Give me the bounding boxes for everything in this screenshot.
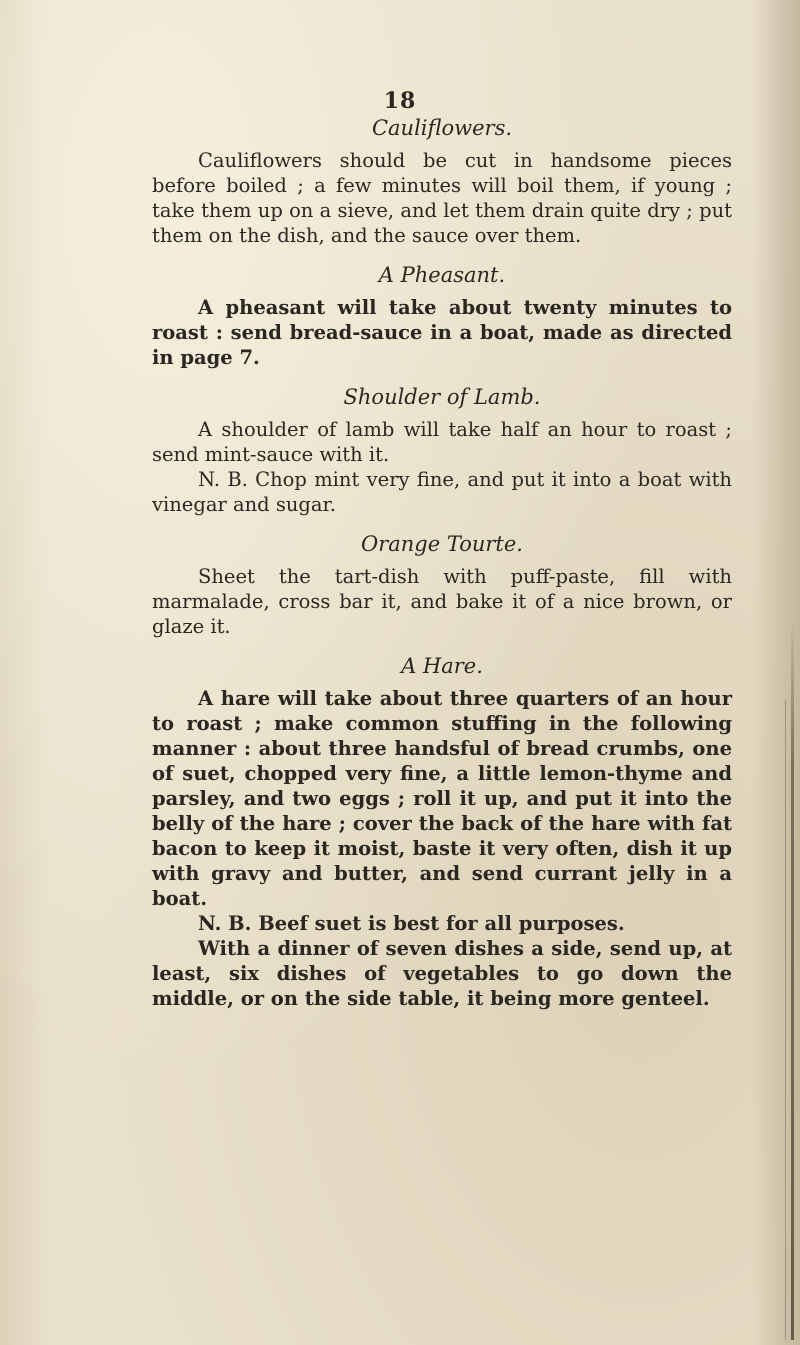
paragraph-shoulder-of-lamb: A shoulder of lamb will take half an hour to roast ; send mint-sauce with it.: [152, 418, 732, 466]
page-text: [152, 115, 732, 1011]
section-heading-orange-tourte: Orange Tourte.: [361, 532, 523, 556]
section-heading-shoulder-of-lamb: Shoulder of Lamb.: [343, 385, 541, 409]
section-heading-pheasant: A Pheasant.: [378, 263, 506, 287]
note-shoulder-of-lamb: N. B. Chop mint very fine, and put it into a boat with vinegar and sugar.: [152, 468, 732, 516]
paragraph-cauliflowers: Cauliflowers should be cut in handsome pieces before boiled ; a few minutes will boil them, if young ; take them up on a sieve, and let them drain quite dry ; put them on the dish, and the sauce over them.: [152, 149, 732, 247]
page-edge-line: [785, 700, 786, 1340]
paragraph-pheasant: A pheasant will take about twenty minutes to roast : send bread-sauce in a boat, made as directed in page 7.: [152, 296, 732, 369]
section-heading-cauliflowers: Cauliflowers.: [371, 116, 513, 140]
page-edge-shadow: [791, 620, 794, 1340]
paragraph-hare: A hare will take about three quarters of an hour to roast ; make common stuffing in the following manner : about three handsful of bread crumbs, one of suet, chopped very fine, a little lemon-thyme and parsley, and two eggs ; roll it up, and put it into the belly of the hare ; cover the back of the hare with fat bacon to keep it moist, baste it very often, dish it up with gravy and butter, and send currant jelly in a boat.: [152, 687, 732, 910]
paragraph-vegetables: With a dinner of seven dishes a side, send up, at least, six dishes of vegetables to go down the middle, or on the side table, it being more genteel.: [152, 937, 732, 1010]
paragraph-orange-tourte: Sheet the tart-dish with puff-paste, fill with marmalade, cross bar it, and bake it of a nice brown, or glaze it.: [152, 565, 732, 638]
note-beef-suet: N. B. Beef suet is best for all purposes.: [198, 912, 625, 935]
page-number: 18: [383, 88, 417, 114]
section-heading-hare: A Hare.: [401, 654, 483, 678]
